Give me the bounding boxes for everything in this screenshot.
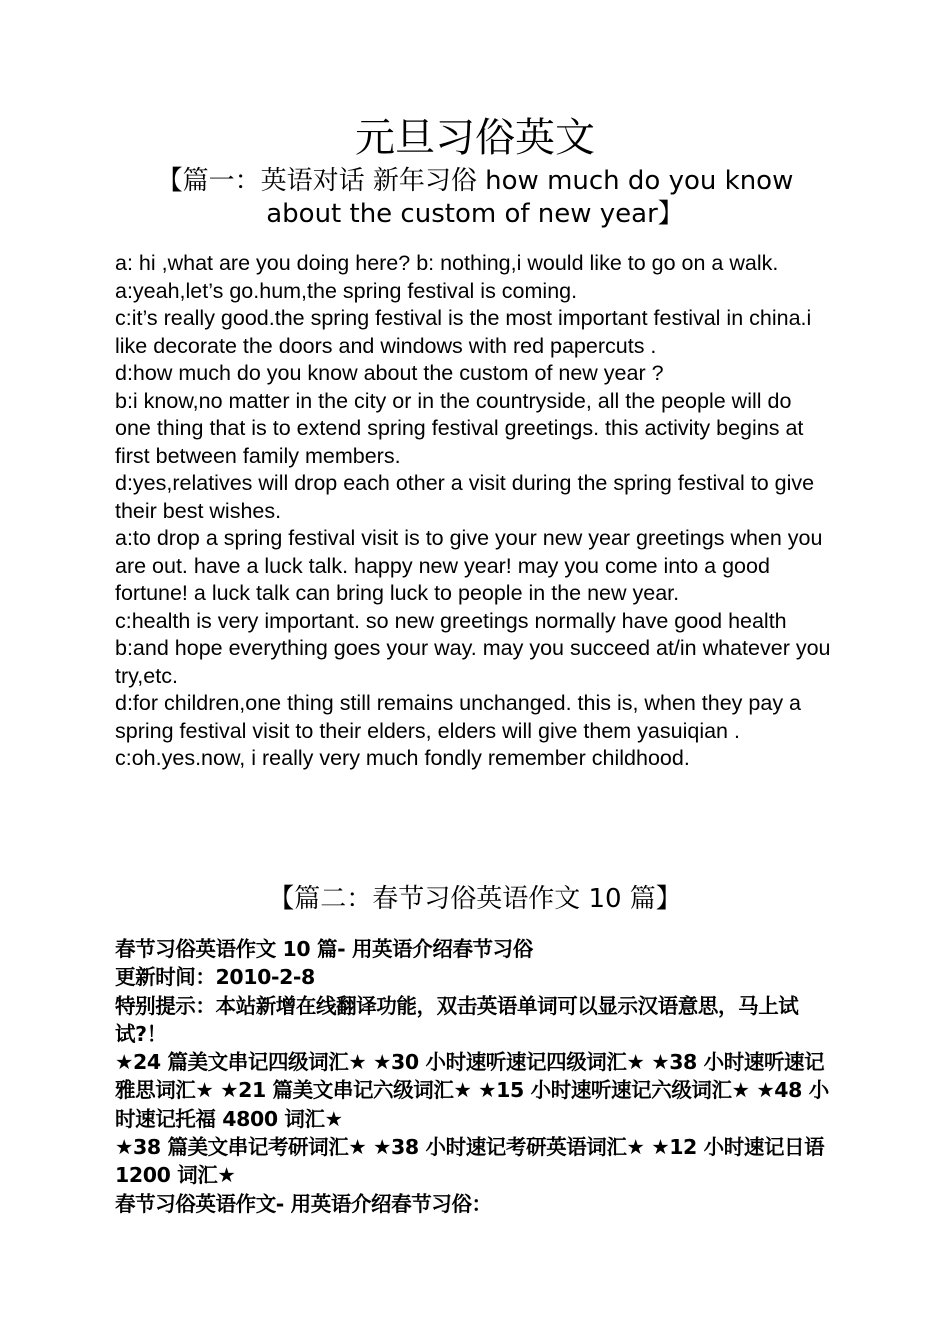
dialog-line: d:for children,one thing still remains unchanged. this is, when they pay a spring festival visit to their elders, elders will give them yasuiqian . (115, 691, 802, 743)
dialog-line: c:it’s really good.the spring festival is the most important festival in china.i like decorate the doors and windows with red papercuts . (115, 306, 812, 358)
dialog-line: a: hi ,what are you doing here? b: nothing,i would like to go on a walk. (115, 251, 779, 275)
section2-line: 春节习俗英语作文- 用英语介绍春节习俗： (115, 1191, 492, 1216)
dialog-line: a:to drop a spring festival visit is to give your new year greetings when you are out. have a luck talk. happy new year! may you come into a good fortune! a luck talk can bring luck to people in the new year. (115, 526, 823, 605)
dialog-line: d:yes,relatives will drop each other a visit during the spring festival to give their best wishes. (115, 471, 815, 523)
dialog-line: c:oh.yes.now, i really very much fondly remember childhood. (115, 746, 690, 770)
dialog-line: c:health is very important. so new greetings normally have good health (115, 608, 787, 633)
section2-line: 更新时间：2010-2-8 (115, 965, 315, 990)
dialog-line: b:i know,no matter in the city or in the countryside, all the people will do one thing that is to extend spring festival greetings. this activity begins at first between family members. (115, 388, 804, 468)
dialog-line: a:yeah,let’s go.hum,the spring festival is coming. (115, 278, 578, 303)
section2-line: 特别提示：本站新增在线翻译功能，双击英语单词可以显示汉语意思，马上试试?！ (115, 993, 799, 1046)
section1-heading: 【篇一：英语对话 新年习俗 how much do you know about the custom of new year】 (156, 166, 794, 229)
section2-line: 春节习俗英语作文 10 篇- 用英语介绍春节习俗 (115, 937, 533, 961)
section2-line: ★38 篇美文串记考研词汇★ ★38 小时速记考研英语词汇★ ★12 小时速记日语 1200 词汇★ (115, 1135, 825, 1188)
section2-text (115, 935, 833, 1218)
dialog-text (115, 250, 833, 773)
section2-line: ★24 篇美文串记四级词汇★ ★30 小时速听速记四级词汇★ ★38 小时速听速记雅思词汇★ ★21 篇美文串记六级词汇★ ★15 小时速听速记六级词汇★ ★48 小时速记托福 4800 词汇★ (115, 1050, 829, 1131)
section2-heading: 【篇二：春节习俗英语作文 10 篇】 (268, 884, 682, 914)
document-title: 元旦习俗英文 (355, 115, 595, 161)
dialog-line: b:and hope everything goes your way. may you succeed at/in whatever you try,etc. (115, 636, 831, 688)
dialog-line: d:how much do you know about the custom of new year ? (115, 361, 664, 385)
